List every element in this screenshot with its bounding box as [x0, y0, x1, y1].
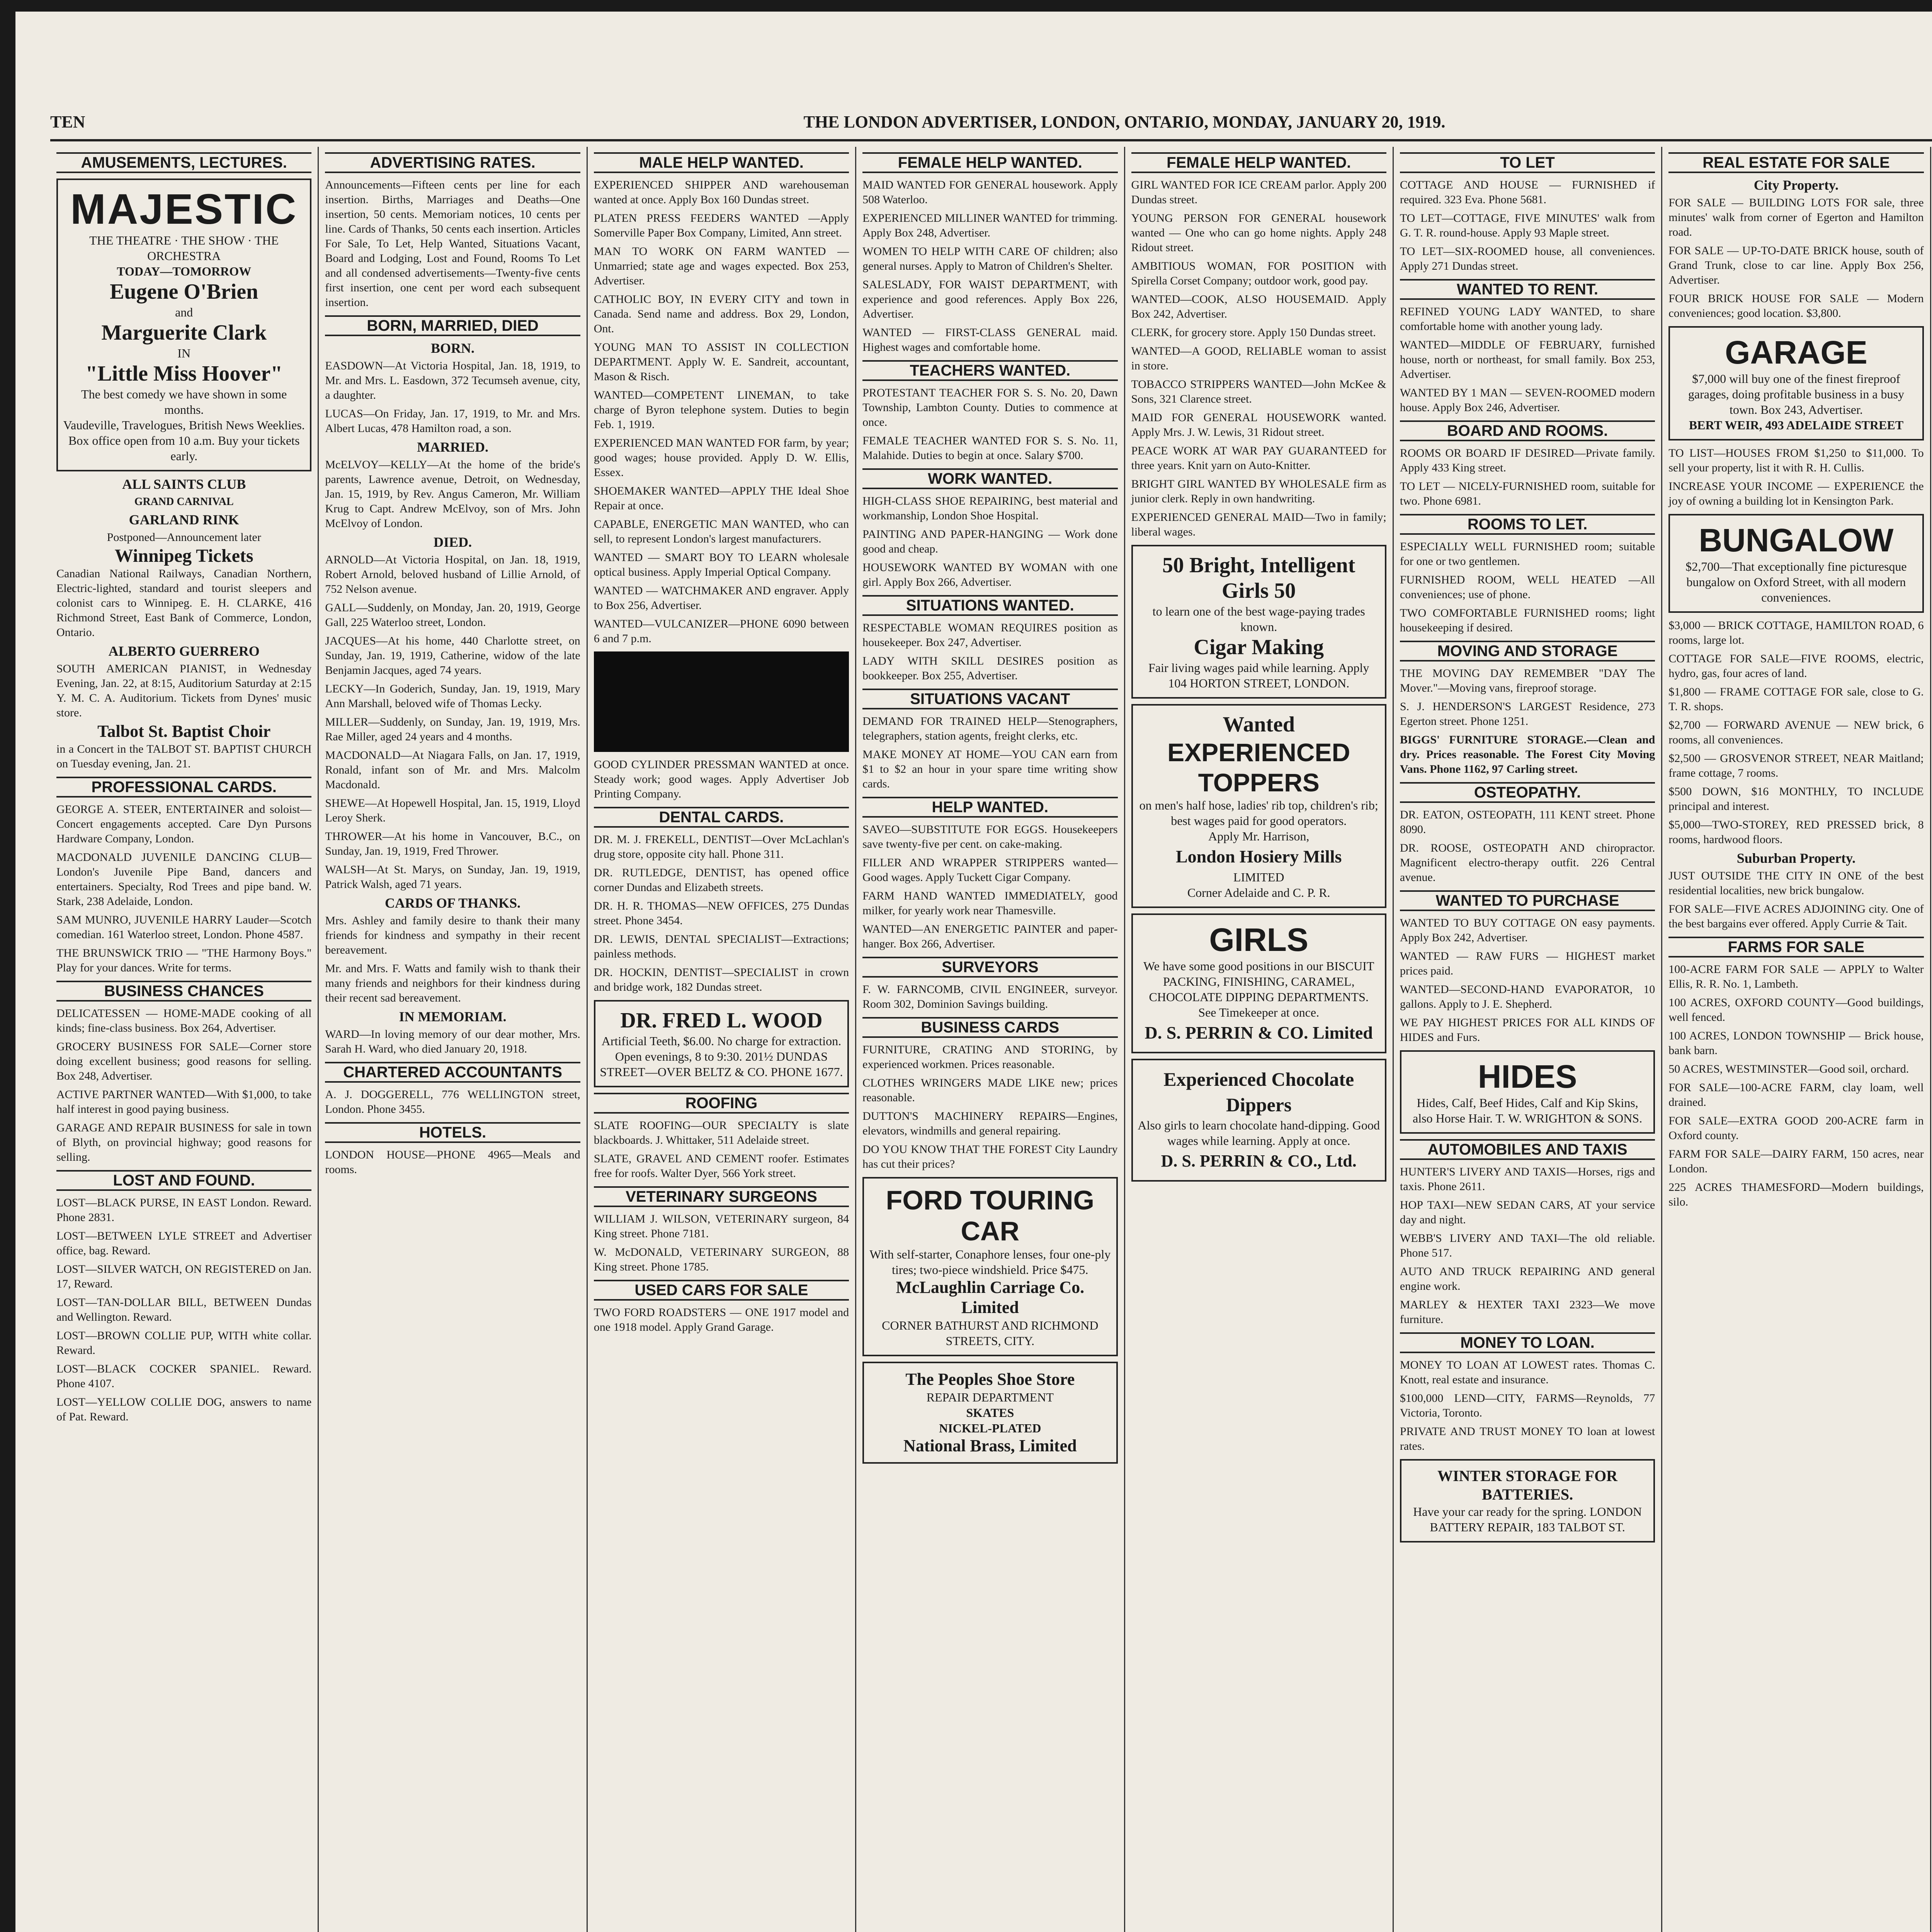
classified-item: FARM HAND WANTED IMMEDIATELY, good milker, for yearly work near Thamesville.: [862, 889, 1118, 917]
classified-item: SLATE ROOFING—OUR SPECIALTY is slate blackboards. J. Whittaker, 511 Adelaide street.: [594, 1119, 849, 1146]
section-heading: FEMALE HELP WANTED.: [1131, 152, 1386, 173]
section-heading: MALE HELP WANTED.: [594, 152, 849, 173]
section-heading: REAL ESTATE FOR SALE: [1668, 152, 1923, 173]
notice-item: WARD—In loving memory of our dear mother, Mrs. Sarah H. Ward, who died January 20, 1918.: [325, 1028, 580, 1055]
garage-body: $7,000 will buy one of the finest fireproof garages, doing profitable business in a busy town. Box 243, Advertiser.: [1688, 372, 1904, 417]
star-two: Marguerite Clark: [101, 321, 267, 345]
classified-item: $2,700 — FORWARD AVENUE — NEW brick, 6 rooms, all conveniences.: [1668, 719, 1924, 746]
cigar-body: Fair living wages paid while learning. Apply: [1148, 661, 1369, 675]
toppers-body: on men's half hose, ladies' rib top, children's rib; best wages paid for good operators.: [1139, 798, 1378, 828]
classified-item: DR. M. J. FREKELL, DENTIST—Over McLachlan's drug store, opposite city hall. Phone 311.: [594, 833, 849, 861]
section-heading: FARMS FOR SALE: [1668, 937, 1923, 957]
classified-item: AMBITIOUS WOMAN, FOR POSITION with Spirella Corset Company; outdoor work, good pay.: [1131, 260, 1386, 287]
classified-item: GROCERY BUSINESS FOR SALE—Corner store doing excellent business; good reasons for selling. Box 248, Advertiser.: [56, 1040, 312, 1082]
perrin-girls-ad: [1131, 913, 1386, 1053]
section-heading: ADVERTISING RATES.: [325, 152, 580, 173]
notice-item: THROWER—At his home in Vancouver, B.C., on Sunday, Jan. 19, 1919, Fred Thrower.: [325, 830, 580, 857]
notice-item: McELVOY—KELLY—At the home of the bride's parents, Lawrence avenue, Detroit, on Wednesday, Jan. 15, 1919, by Rev. Angus Cameron, Mr. William Krug to Capt. Andrew McElvoy, son of Mrs. John McElvoy of London.: [325, 458, 580, 530]
classified-item: FOUR BRICK HOUSE FOR SALE — Modern conveniences; good location. $3,800.: [1668, 292, 1924, 320]
and-label: and: [175, 305, 193, 319]
classified-item: SALESLADY, FOR WAIST DEPARTMENT, with experience and good references. Apply Box 226, Advertiser.: [862, 278, 1118, 320]
section-heading: MOVING AND STORAGE: [1400, 641, 1655, 662]
classified-item: W. McDONALD, VETERINARY SURGEON, 88 King street. Phone 1785.: [594, 1246, 849, 1273]
classified-item: PLATEN PRESS FEEDERS WANTED —Apply Somerville Paper Box Company, Limited, Ann street.: [594, 212, 849, 239]
classified-item: LOST—SILVER WATCH, ON REGISTERED on Jan. 17, Reward.: [56, 1263, 312, 1290]
classified-item: BIGGS' FURNITURE STORAGE.—Clean and dry. Prices reasonable. The Forest City Moving Vans. Phone 1162, 97 Carling street.: [1400, 733, 1655, 776]
garage-title: GARAGE: [1725, 334, 1867, 371]
notice-item: MACDONALD—At Niagara Falls, on Jan. 17, 1919, Ronald, infant son of Mr. and Mrs. Malcolm Macdonald.: [325, 749, 580, 791]
classified-item: WANTED — SMART BOY TO LEARN wholesale optical business. Apply Imperial Optical Company.: [594, 551, 849, 578]
classified-item: MAKE MONEY AT HOME—YOU CAN earn from $1 to $2 an hour in your spare time writing show cards.: [862, 748, 1118, 790]
notice-item: SHEWE—At Hopewell Hospital, Jan. 15, 1919, Lloyd Leroy Sherk.: [325, 797, 580, 824]
city-property-heading: City Property.: [1753, 177, 1839, 193]
winnipeg-title: Winnipeg Tickets: [114, 546, 253, 566]
classified-item: TOBACCO STRIPPERS WANTED—John McKee & Sons, 321 Clarence street.: [1131, 378, 1386, 405]
cigar-address: 104 HORTON STREET, LONDON.: [1168, 676, 1350, 690]
classified-item: COTTAGE AND HOUSE — FURNISHED if required. 323 Eva. Phone 5681.: [1400, 179, 1655, 206]
talbot-title: Talbot St. Baptist Choir: [97, 722, 271, 741]
mclaughlin-address: CORNER BATHURST AND RICHMOND STREETS, CITY.: [882, 1318, 1099, 1348]
classified-item: A. J. DOGGERELL, 776 WELLINGTON street, London. Phone 3455.: [325, 1088, 580, 1116]
classified-item: DR. LEWIS, DENTAL SPECIALIST—Extractions; painless methods.: [594, 933, 849, 960]
classified-item: DEMAND FOR TRAINED HELP—Stenographers, telegraphers, station agents, freight clerks, etc.: [862, 715, 1118, 742]
shoe-store-name: The Peoples Shoe Store: [905, 1370, 1075, 1389]
classified-item: FILLER AND WRAPPER STRIPPERS wanted—Good wages. Apply Tuckett Cigar Company.: [862, 856, 1118, 884]
column-to-let: [1394, 147, 1662, 1932]
classified-item: INCREASE YOUR INCOME — EXPERIENCE the joy of owning a building lot in Kensington Park.: [1668, 480, 1924, 507]
classified-item: YOUNG MAN TO ASSIST IN COLLECTION DEPARTMENT. Apply W. E. Sandreit, accountant, Mason & Risch.: [594, 341, 849, 383]
classified-item: WILLIAM J. WILSON, VETERINARY surgeon, 84 King street. Phone 7181.: [594, 1213, 849, 1240]
classified-item: WEBB'S LIVERY AND TAXI—The old reliable. Phone 517.: [1400, 1232, 1655, 1259]
classified-item: FURNITURE, CRATING AND STORING, by experienced workmen. Prices reasonable.: [862, 1043, 1118, 1071]
chocolate-body: Also girls to learn chocolate hand-dipping. Good wages while learning. Apply at once.: [1138, 1118, 1380, 1148]
classified-item: DR. EATON, OSTEOPATH, 111 KENT street. Phone 8090.: [1400, 808, 1655, 836]
section-heading: AUTOMOBILES AND TAXIS: [1400, 1139, 1655, 1160]
classified-item: ROOMS OR BOARD IF DESIRED—Private family. Apply 433 King street.: [1400, 447, 1655, 474]
classified-item: $500 DOWN, $16 MONTHLY, TO INCLUDE principal and interest.: [1668, 785, 1924, 813]
classified-item: LADY WITH SKILL DESIRES position as bookkeeper. Box 255, Advertiser.: [862, 655, 1118, 682]
section-heading: ROOMS TO LET.: [1400, 514, 1655, 535]
classified-item: THE BRUNSWICK TRIO — "THE Harmony Boys." Play for your dances. Write for terms.: [56, 947, 312, 974]
classified-item: ESPECIALLY WELL FURNISHED room; suitable for one or two gentlemen.: [1400, 540, 1655, 568]
garage-ad: [1668, 326, 1923, 440]
classified-item: JUST OUTSIDE THE CITY IN ONE of the best residential localities, new brick bungalow.: [1668, 869, 1924, 897]
classified-item: HOP TAXI—NEW SEDAN CARS, AT your service day and night.: [1400, 1199, 1655, 1226]
classified-item: LOST—BETWEEN LYLE STREET and Advertiser office, bag. Reward.: [56, 1230, 312, 1257]
classified-item: MACDONALD JUVENILE DANCING CLUB—London's Juvenile Pipe Band, dancers and entertainers. Specialty, Rod Trees and pipe band. W. Stark, 238 Adelaide, London.: [56, 851, 312, 908]
classified-item: GIRL WANTED FOR ICE CREAM parlor. Apply 200 Dundas street.: [1131, 179, 1386, 206]
page-number: TEN: [50, 112, 85, 131]
classified-item: 100 ACRES, LONDON TOWNSHIP — Brick house, bank barn.: [1668, 1029, 1924, 1057]
classified-item: FEMALE TEACHER WANTED FOR S. S. No. 11, Malahide. Duties to begin at once. Salary $700.: [862, 434, 1118, 462]
classified-item: ACTIVE PARTNER WANTED—With $1,000, to take half interest in good paying business.: [56, 1088, 312, 1116]
section-heading: SITUATIONS VACANT: [862, 689, 1117, 709]
hides-body: Hides, Calf, Beef Hides, Calf and Kip Skins, also Horse Hair. T. W. WRIGHTON & SONS.: [1413, 1096, 1643, 1125]
cigar-ad: [1131, 545, 1386, 699]
bungalow-ad: [1668, 514, 1923, 613]
classified-item: DR. HOCKIN, DENTIST—SPECIALIST in crown and bridge work, 182 Dundas street.: [594, 966, 849, 993]
classified-item: EXPERIENCED MAN WANTED FOR farm, by year; good wages; house provided. Apply D. W. Ellis, Essex.: [594, 437, 849, 479]
classified-item: WANTED—SECOND-HAND EVAPORATOR, 10 gallons. Apply to J. E. Shepherd.: [1400, 983, 1655, 1010]
columns: [50, 147, 1932, 1932]
mclaughlin-name: McLaughlin Carriage Co. Limited: [896, 1278, 1085, 1317]
classified-item: WANTED — FIRST-CLASS GENERAL maid. Highest wages and comfortable home.: [862, 326, 1118, 354]
classified-item: LOST—TAN-DOLLAR BILL, BETWEEN Dundas and Wellington. Reward.: [56, 1296, 312, 1323]
toppers-ad: [1131, 704, 1386, 908]
section-heading: BUSINESS CHANCES: [56, 981, 311, 1002]
section-heading: SITUATIONS WANTED.: [862, 595, 1117, 616]
hosiery-ltd: LIMITED: [1233, 870, 1284, 884]
classified-item: S. J. HENDERSON'S LARGEST Residence, 273 Egerton street. Phone 1251.: [1400, 700, 1655, 728]
ford-ad: [862, 1177, 1117, 1356]
shoe-store-sub: REPAIR DEPARTMENT: [926, 1390, 1054, 1404]
classified-item: LOST—BROWN COLLIE PUP, WITH white collar. Reward.: [56, 1329, 312, 1357]
ford-body: With self-starter, Conaphore lenses, four one-ply tires; two-piece windshield. Price $475.: [869, 1247, 1111, 1277]
classified-item: WANTED—COOK, ALSO HOUSEMAID. Apply Box 242, Advertiser.: [1131, 293, 1386, 320]
classified-item: HOUSEWORK WANTED BY WOMAN with one girl. Apply Box 266, Advertiser.: [862, 561, 1118, 588]
section-heading: VETERINARY SURGEONS: [594, 1186, 849, 1207]
classified-item: HUNTER'S LIVERY AND TAXIS—Horses, rigs and taxis. Phone 2611.: [1400, 1165, 1655, 1193]
notice-item: WALSH—At St. Marys, on Sunday, Jan. 19, 1919, Patrick Walsh, aged 71 years.: [325, 863, 580, 891]
classified-item: $1,800 — FRAME COTTAGE FOR sale, close to G. T. R. shops.: [1668, 685, 1924, 713]
section-heading: LOST AND FOUND.: [56, 1170, 311, 1191]
brass-name: National Brass, Limited: [903, 1436, 1077, 1455]
ford-title: FORD TOURING CAR: [886, 1185, 1094, 1246]
perrin-name: D. S. PERRIN & CO. Limited: [1145, 1023, 1373, 1043]
classified-item: FURNISHED ROOM, WELL HEATED —All conveniences; use of phone.: [1400, 573, 1655, 601]
apply-harrison: Apply Mr. Harrison,: [1208, 829, 1310, 843]
today-label: TODAY—TOMORROW: [117, 264, 252, 278]
classified-item: REFINED YOUNG LADY WANTED, to share comfortable home with another young lady.: [1400, 305, 1655, 333]
notice-item: ARNOLD—At Victoria Hospital, on Jan. 18, 1919, Robert Arnold, beloved husband of Lillie Arnold, of 752 Nelson avenue.: [325, 553, 580, 595]
classified-item: TWO COMFORTABLE FURNISHED rooms; light housekeeping if desired.: [1400, 607, 1655, 634]
column-male-help: [588, 147, 856, 1932]
classified-item: WOMEN TO HELP WITH CARE OF children; also general nurses. Apply to Matron of Children's Shelter.: [862, 245, 1118, 272]
perrin-name-2: D. S. PERRIN & CO., Ltd.: [1161, 1151, 1357, 1170]
nickel-label: NICKEL-PLATED: [939, 1421, 1041, 1435]
bungalow-body: $2,700—That exceptionally fine picturesque bungalow on Oxford Street, with all modern conveniences.: [1685, 560, 1907, 604]
classified-item: WE PAY HIGHEST PRICES FOR ALL KINDS OF HIDES and Furs.: [1400, 1016, 1655, 1044]
classified-item: PEACE WORK AT WAR PAY GUARANTEED for three years. Knit yarn on Auto-Knitter.: [1131, 444, 1386, 472]
classified-item: FOR SALE—FIVE ACRES ADJOINING city. One of the best bargains ever offered. Apply Currie & Tait.: [1668, 903, 1924, 930]
notice-item: Mrs. Ashley and family desire to thank their many friends for kindness and sympathy in their recent bereavement.: [325, 914, 580, 956]
classified-item: MARLEY & HEXTER TAXI 2323—We move furniture.: [1400, 1298, 1655, 1326]
classified-item: LOST—YELLOW COLLIE DOG, answers to name of Pat. Reward.: [56, 1396, 312, 1423]
born-heading: BORN.: [431, 340, 475, 356]
majestic-subtitle: THE THEATRE · THE SHOW · THE ORCHESTRA: [89, 233, 279, 263]
classified-item: PROTESTANT TEACHER FOR S. S. No. 20, Dawn Township, Lambton County. Duties to commence at once.: [862, 386, 1118, 429]
majestic-ad: [56, 179, 311, 471]
classified-item: WANTED—AN ENERGETIC PAINTER and paper-hanger. Box 266, Advertiser.: [862, 923, 1118, 950]
newspaper-title: THE LONDON ADVERTISER, LONDON, ONTARIO, MONDAY, JANUARY 20, 1919.: [803, 112, 1446, 131]
classified-item: DR. RUTLEDGE, DENTIST, has opened office corner Dundas and Elizabeth streets.: [594, 866, 849, 894]
section-heading: CHARTERED ACCOUNTANTS: [325, 1062, 580, 1083]
film-blurb: The best comedy we have shown in some months.: [81, 387, 287, 417]
classified-item: EXPERIENCED MILLINER WANTED for trimming. Apply Box 248, Advertiser.: [862, 212, 1118, 239]
classified-item: MAID FOR GENERAL HOUSEWORK wanted. Apply Mrs. J. W. Lewis, 31 Ridout street.: [1131, 411, 1386, 439]
star-one: Eugene O'Brien: [110, 280, 259, 304]
majestic-logo: MAJESTIC: [70, 185, 298, 233]
classified-item: SLATE, GRAVEL AND CEMENT roofer. Estimates free for roofs. Walter Dyer, 566 York street.: [594, 1152, 849, 1180]
classified-item: CLERK, for grocery store. Apply 150 Dundas street.: [1131, 326, 1376, 339]
classified-item: F. W. FARNCOMB, CIVIL ENGINEER, surveyor. Room 302, Dominion Savings building.: [862, 983, 1118, 1010]
classified-item: TO LET — NICELY-FURNISHED room, suitable for two. Phone 6981.: [1400, 480, 1655, 507]
classified-item: DO YOU KNOW THAT THE FOREST City Laundry has cut their prices?: [862, 1143, 1118, 1170]
classified-item: FARM FOR SALE—DAIRY FARM, 150 acres, near London.: [1668, 1148, 1924, 1175]
section-heading: BORN, MARRIED, DIED: [325, 315, 580, 336]
classified-item: 50 ACRES, WESTMINSTER—Good soil, orchard.: [1668, 1063, 1909, 1075]
section-heading: AMUSEMENTS, LECTURES.: [56, 152, 311, 173]
classified-item: 100 ACRES, OXFORD COUNTY—Good buildings, well fenced.: [1668, 996, 1924, 1024]
classified-item: $3,000 — BRICK COTTAGE, HAMILTON ROAD, 6 rooms, large lot.: [1668, 619, 1924, 646]
notice-item: JACQUES—At his home, 440 Charlotte street, on Sunday, Jan. 19, 1919, Catherine, widow of the late Benjamin Jacques, aged 74 years.: [325, 634, 580, 677]
hides-ad: [1400, 1050, 1655, 1134]
classified-item: EXPERIENCED SHIPPER AND warehouseman wanted at once. Apply Box 160 Dundas street.: [594, 179, 849, 206]
classified-item: DR. H. R. THOMAS—NEW OFFICES, 275 Dundas street. Phone 3454.: [594, 900, 849, 927]
classified-item: 225 ACRES THAMESFORD—Modern buildings, silo.: [1668, 1181, 1924, 1208]
classified-item: $100,000 LEND—CITY, FARMS—Reynolds, 77 Victoria, Toronto.: [1400, 1392, 1655, 1419]
classified-item: WANTED—COMPETENT LINEMAN, to take charge of Byron telephone system. Duties to begin Feb. 1, 1919.: [594, 389, 849, 431]
vaudeville-note: Vaudeville, Travelogues, British News Weeklies.: [63, 418, 305, 432]
battery-body: Have your car ready for the spring. LONDON BATTERY REPAIR, 183 TALBOT ST.: [1413, 1505, 1642, 1534]
bungalow-title: BUNGALOW: [1699, 522, 1894, 558]
classified-item: FOR SALE—100-ACRE FARM, clay loam, well drained.: [1668, 1081, 1924, 1109]
battery-title: WINTER STORAGE FOR BATTERIES.: [1437, 1467, 1618, 1503]
classified-item: WANTED — WATCHMAKER AND engraver. Apply to Box 256, Advertiser.: [594, 584, 849, 612]
garland-title: GARLAND RINK: [129, 512, 239, 527]
classified-item: WANTED—A GOOD, RELIABLE woman to assist in store.: [1131, 345, 1386, 372]
talbot-body: in a Concert in the TALBOT ST. BAPTIST CHURCH on Tuesday evening, Jan. 21.: [56, 743, 312, 770]
classified-item: EXPERIENCED GENERAL MAID—Two in family; liberal wages.: [1131, 511, 1386, 538]
shoe-store-ad: [862, 1362, 1117, 1464]
section-heading: BOARD AND ROOMS.: [1400, 420, 1655, 441]
classified-item: TO LET—SIX-ROOMED house, all conveniences. Apply 271 Dundas street.: [1400, 245, 1655, 272]
section-heading: ROOFING: [594, 1093, 849, 1114]
classified-item: LOST—BLACK PURSE, IN EAST London. Reward. Phone 2831.: [56, 1196, 312, 1224]
classified-item: TWO FORD ROADSTERS — ONE 1917 model and one 1918 model. Apply Grand Garage.: [594, 1306, 849, 1333]
section-heading: OSTEOPATHY.: [1400, 782, 1655, 803]
section-heading: FEMALE HELP WANTED.: [862, 152, 1117, 173]
classified-item: TO LET—COTTAGE, FIVE MINUTES' walk from G. T. R. round-house. Apply 93 Maple street.: [1400, 212, 1655, 239]
toppers-title: EXPERIENCED TOPPERS: [1167, 738, 1350, 797]
classified-item: $2,500 — GROSVENOR STREET, NEAR Maitland; frame cottage, 7 rooms.: [1668, 752, 1924, 779]
married-heading: MARRIED.: [417, 439, 489, 455]
wood-body: Artificial Teeth, $6.00. No charge for extraction. Open evenings, 8 to 9:30. 201½ DUNDAS STREET—OVER BELTZ & CO. PHONE 1677.: [600, 1034, 843, 1079]
classified-item: FOR SALE—EXTRA GOOD 200-ACRE farm in Oxford county.: [1668, 1114, 1924, 1142]
classified-item: SAM MUNRO, JUVENILE HARRY Lauder—Scotch comedian. 161 Waterloo street, London. Phone 4587.: [56, 913, 312, 941]
classified-item: DELICATESSEN — HOME-MADE cooking of all kinds; fine-class business. Box 264, Advertiser.: [56, 1007, 312, 1034]
classified-item: DR. ROOSE, OSTEOPATH AND chiropractor. Magnificent electro-therapy outfit. 226 Central avenue.: [1400, 842, 1655, 884]
notice-item: GALL—Suddenly, on Monday, Jan. 20, 1919, George Gall, 225 Waterloo street, London.: [325, 601, 580, 629]
allsaints-title: ALL SAINTS CLUB: [122, 476, 246, 492]
notice-item: Mr. and Mrs. F. Watts and family wish to thank their many friends and neighbors for their kindness during their recent sad bereavement.: [325, 962, 580, 1004]
classified-item: WANTED BY 1 MAN — SEVEN-ROOMED modern house. Apply Box 246, Advertiser.: [1400, 386, 1655, 414]
winnipeg-body: Canadian National Railways, Canadian Northern, Electric-lighted, standard and tourist sleepers and colonist cars to Winnipeg. E. H. CLARKE, 416 Richmond Street, East Bank of Commerce, London, Ontario.: [56, 567, 312, 639]
classified-item: GEORGE A. STEER, ENTERTAINER and soloist—Concert engagements accepted. Care Dyn Pursons Hardware Company, London.: [56, 803, 312, 845]
thanks-heading: CARDS OF THANKS.: [385, 895, 521, 911]
postponed-note: Postponed—Announcement later: [107, 531, 261, 544]
classified-item: WANTED — RAW FURS — HIGHEST market prices paid.: [1400, 950, 1655, 977]
redacted-block: [594, 651, 849, 752]
cigar-sub: to learn one of the best wage-paying trades known.: [1152, 604, 1365, 634]
notice-item: MILLER—Suddenly, on Sunday, Jan. 19, 1919, Mrs. Rae Miller, aged 24 years and 4 months.: [325, 716, 580, 743]
hosiery-address: Corner Adelaide and C. P. R.: [1187, 886, 1330, 900]
column-amusements: [50, 147, 319, 1932]
girls-body: We have some good positions in our BISCUIT PACKING, FINISHING, CARAMEL, CHOCOLATE DIPPING DEPARTMENTS.: [1143, 959, 1374, 1004]
column-notices: [319, 147, 587, 1932]
column-female-help: [856, 147, 1125, 1932]
column-real-estate: [1662, 147, 1931, 1932]
guerrero-body: SOUTH AMERICAN PIANIST, in Wednesday Evening, Jan. 22, at 8:15, Auditorium Saturday at 2:15 Y. M. C. A. Auditorium. Tickets from Dynes' music store.: [56, 662, 312, 719]
garage-agent: BERT WEIR, 493 ADELAIDE STREET: [1689, 418, 1904, 432]
girls-title: GIRLS: [1209, 922, 1309, 958]
section-heading: TEACHERS WANTED.: [862, 360, 1117, 381]
classified-item: DUTTON'S MACHINERY REPAIRS—Engines, elevators, windmills and general repairing.: [862, 1110, 1118, 1137]
cigar-title: Cigar Making: [1194, 635, 1324, 659]
section-heading: WANTED TO PURCHASE: [1400, 890, 1655, 911]
memoriam-heading: IN MEMORIAM.: [399, 1009, 507, 1024]
classified-item: SAVEO—SUBSTITUTE FOR EGGS. Housekeepers save twenty-five per cent. on cake-making.: [862, 823, 1118, 850]
hosiery-name: London Hosiery Mills: [1175, 847, 1342, 866]
classified-item: $5,000—TWO-STOREY, RED PRESSED brick, 8 rooms, hardwood floors.: [1668, 818, 1924, 846]
timekeeper-note: See Timekeeper at once.: [1198, 1005, 1320, 1019]
suburban-heading: Suburban Property.: [1736, 850, 1856, 866]
section-heading: SURVEYORS: [862, 957, 1117, 978]
classified-item: BRIGHT GIRL WANTED BY WHOLESALE firm as junior clerk. Reply in own handwriting.: [1131, 478, 1386, 505]
classified-item: WANTED—MIDDLE OF FEBRUARY, furnished house, north or northeast, for small family. Box 253, Advertiser.: [1400, 338, 1655, 381]
in-label: IN: [177, 346, 191, 360]
classified-item: YOUNG PERSON FOR GENERAL housework wanted — One who can go home nights. Apply 248 Ridout street.: [1131, 212, 1386, 254]
classified-item: LONDON HOUSE—PHONE 4965—Meals and rooms.: [325, 1148, 580, 1176]
film-title: "Little Miss Hoover": [85, 362, 283, 386]
box-office-note: Box office open from 10 a.m. Buy your tickets early.: [68, 434, 300, 463]
classified-item: WANTED TO BUY COTTAGE ON easy payments. Apply Box 242, Advertiser.: [1400, 917, 1655, 944]
hides-title: HIDES: [1478, 1058, 1577, 1095]
section-heading: HELP WANTED.: [862, 797, 1117, 818]
classified-item: SHOEMAKER WANTED—APPLY THE Ideal Shoe Repair at once.: [594, 485, 849, 512]
died-heading: DIED.: [434, 534, 472, 550]
classified-item: FOR SALE — UP-TO-DATE BRICK house, south of Grand Trunk, close to car line. Apply Box 256, Advertiser.: [1668, 244, 1924, 286]
cigar-headline: 50 Bright, Intelligent Girls 50: [1162, 553, 1355, 603]
classified-item: RESPECTABLE WOMAN REQUIRES position as housekeeper. Box 247, Advertiser.: [862, 621, 1118, 649]
classified-item: FOR SALE — BUILDING LOTS FOR sale, three minutes' walk from corner of Egerton and Hamilton road.: [1668, 196, 1924, 238]
notice-item: LUCAS—On Friday, Jan. 17, 1919, to Mr. and Mrs. Albert Lucas, 478 Hamilton road, a son.: [325, 407, 580, 435]
classified-item: TO LIST—HOUSES FROM $1,250 to $11,000. To sell your property, list it with R. H. Cullis.: [1668, 447, 1924, 474]
section-heading: BUSINESS CARDS: [862, 1017, 1117, 1038]
classified-item: THE MOVING DAY REMEMBER "DAY The Mover."—Moving vans, fireproof storage.: [1400, 667, 1655, 694]
chocolate-ad: [1131, 1059, 1386, 1182]
classified-item: CLOTHES WRINGERS MADE LIKE new; prices reasonable.: [862, 1077, 1118, 1104]
classified-item: COTTAGE FOR SALE—FIVE ROOMS, electric, hydro, gas, four acres of land.: [1668, 652, 1924, 680]
carnival-title: GRAND CARNIVAL: [134, 496, 234, 508]
section-heading: HOTELS.: [325, 1122, 580, 1143]
wood-ad: [594, 1000, 849, 1087]
section-heading: TO LET: [1400, 152, 1655, 173]
classified-item: MONEY TO LOAN AT LOWEST rates. Thomas C. Knott, real estate and insurance.: [1400, 1359, 1655, 1386]
battery-ad: [1400, 1459, 1655, 1543]
rates-text: Announcements—Fifteen cents per line for each insertion. Births, Marriages and Deaths—One insertion, 50 cents. Memoriam notices, 10 cents per line. Cards of Thanks, 50 cents each insertion. Articles For Sale, To Let, Help Wanted, Situations Vacant, Board and Lodging, Lost and Found, Rooms To Let and all condensed advertisements—Twenty-five cents first insertion, one cent per word each subsequent insertion.: [325, 179, 580, 309]
classified-item: PRIVATE AND TRUST MONEY TO loan at lowest rates.: [1400, 1425, 1655, 1452]
section-heading: MONEY TO LOAN.: [1400, 1332, 1655, 1353]
classified-item: MAID WANTED FOR GENERAL housework. Apply 508 Waterloo.: [862, 179, 1118, 206]
column-female-help-2: [1125, 147, 1394, 1932]
section-heading: WORK WANTED.: [862, 468, 1117, 489]
notice-item: EASDOWN—At Victoria Hospital, Jan. 18, 1919, to Mr. and Mrs. L. Easdown, 372 Tecumseh avenue, city, a daughter.: [325, 359, 580, 401]
chocolate-title: Experienced Chocolate Dippers: [1163, 1068, 1354, 1116]
wanted-label: Wanted: [1223, 713, 1295, 736]
classified-item: PAINTING AND PAPER-HANGING — Work done good and cheap.: [862, 528, 1118, 555]
classified-item: CATHOLIC BOY, IN EVERY CITY and town in Canada. Send name and address. Box 29, London, Ont.: [594, 293, 849, 335]
notice-item: LECKY—In Goderich, Sunday, Jan. 19, 1919, Mary Ann Marshall, beloved wife of Thomas Lecky.: [325, 682, 580, 710]
classified-item: 100-ACRE FARM FOR SALE — APPLY to Walter Ellis, R. R. No. 1, Lambeth.: [1668, 963, 1924, 990]
section-heading: USED CARS FOR SALE: [594, 1280, 849, 1301]
section-heading: WANTED TO RENT.: [1400, 279, 1655, 300]
wood-name: DR. FRED L. WOOD: [620, 1009, 823, 1032]
masthead: [50, 108, 1932, 141]
section-heading: PROFESSIONAL CARDS.: [56, 777, 311, 798]
skates-label: SKATES: [966, 1406, 1014, 1420]
section-heading: DENTAL CARDS.: [594, 807, 849, 828]
classified-item: GARAGE AND REPAIR BUSINESS for sale in town of Blyth, on provincial highway; good reasons for selling.: [56, 1121, 312, 1163]
classified-item: WANTED—VULCANIZER—PHONE 6090 between 6 and 7 p.m.: [594, 617, 849, 645]
classified-item: MAN TO WORK ON FARM WANTED —Unmarried; state age and wages expected. Box 253, Advertiser.: [594, 245, 849, 287]
classified-item: LOST—BLACK COCKER SPANIEL. Reward. Phone 4107.: [56, 1362, 312, 1390]
classified-item: CAPABLE, ENERGETIC MAN WANTED, who can sell, to represent London's largest manufacturers.: [594, 518, 849, 545]
newspaper-page: [15, 12, 1932, 1932]
guerrero-title: ALBERTO GUERRERO: [108, 643, 260, 659]
classified-item: AUTO AND TRUCK REPAIRING AND general engine work.: [1400, 1265, 1655, 1293]
classified-item: HIGH-CLASS SHOE REPAIRING, best material and workmanship, London Shoe Hospital.: [862, 495, 1118, 522]
classified-item: GOOD CYLINDER PRESSMAN WANTED at once. Steady work; good wages. Apply Advertiser Job Printing Company.: [594, 758, 849, 800]
